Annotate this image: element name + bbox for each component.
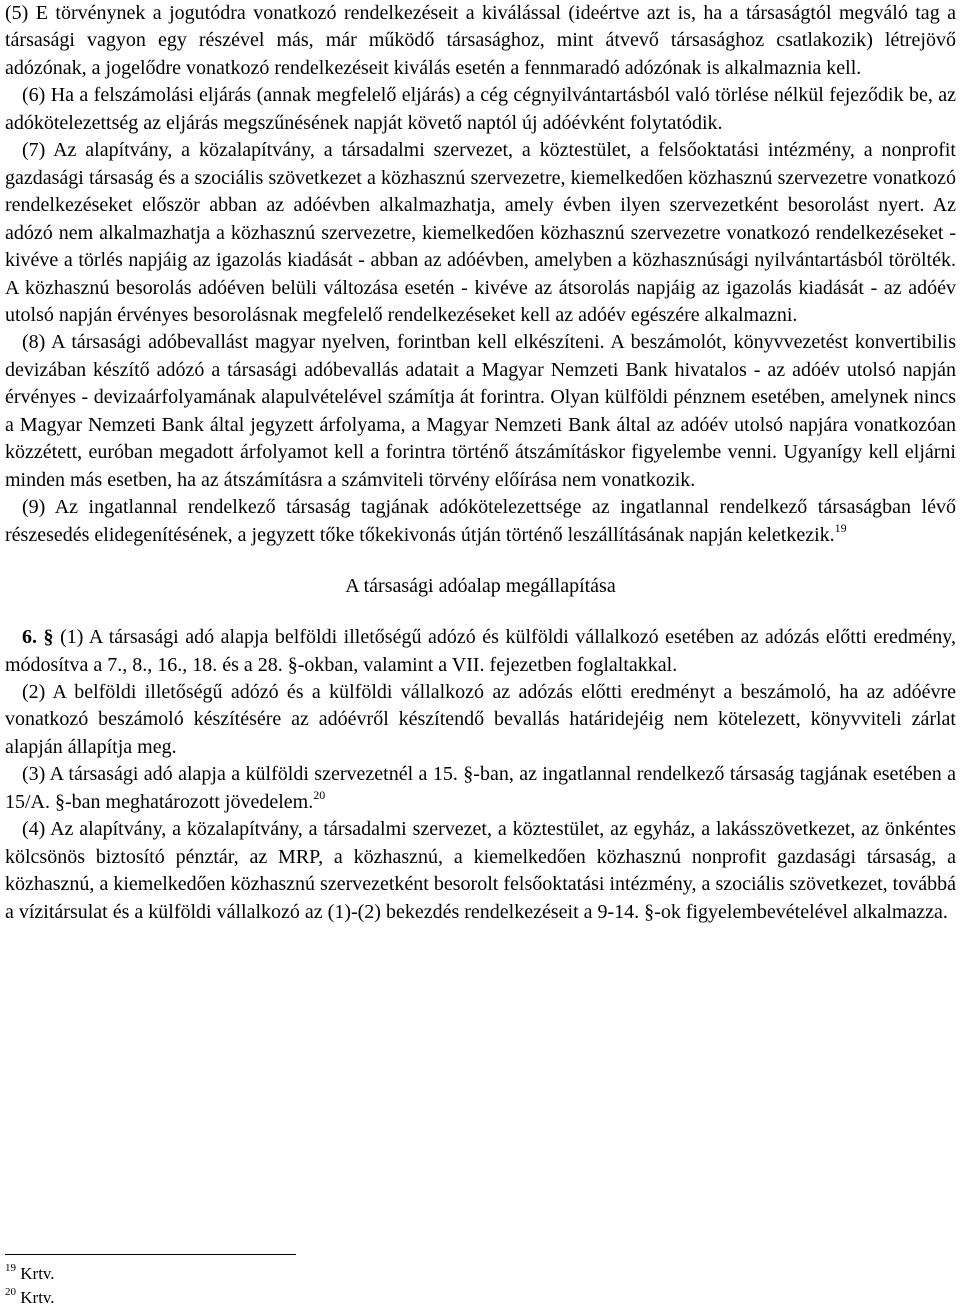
section-6-paragraph-1 — [5, 624, 956, 679]
s6-p4-tail: -ok figyelembevételével alkalmazza. — [654, 900, 948, 923]
section-symbol: § — [43, 626, 54, 649]
paragraph-6: (6) Ha a felszámolási eljárás (annak megfelelő eljárás) a cég cégnyilvántartásból való törlése nélkül fejeződik be, az adókötelezettség az eljárás megszűnésének napját követő naptól új adóévként folytatódik. — [5, 84, 956, 134]
s6-p4-symbol: § — [644, 900, 655, 923]
s6-p4-text: (4) Az alapítvány, a közalapítvány, a társadalmi szervezet, a köztestület, az egyház, a lakásszövetkezet, az önkéntes kölcsönös biztosító pénztár, az MRP, a közhasznú, a kiemelkedően közhasznú nonprofit gazdasági társaság, a közhasznú, a kiemelkedően közhasznú szervezetként besorolt felsőoktatási intézmény, a szociális szövetkezet, továbbá a vízitársulat és a külföldi vállalkozó az (1)-(2) bekezdés rendelkezéseit a 9-14. — [5, 818, 956, 923]
s6-p3-symbol-1: § — [463, 763, 474, 786]
s6-p1-symbol: § — [287, 653, 298, 676]
footnote-text: Krtv. — [20, 1288, 55, 1307]
s6-p1-text: (1) A társasági adó alapja belföldi illetőségű adózó és külföldi vállalkozó esetében az adózás előtti eredmény, módosítva a 7., 8., 16., 18. és a 28. — [5, 626, 957, 676]
paragraph-9-text: (9) Az ingatlannal rendelkező társaság tagjának adókötelezettsége az ingatlannal rendelkező társaságban lévő részesedés elidegenítésének, a jegyzett tőke tőkekivonás útján történő leszállításának napján keletkezik. — [5, 496, 956, 546]
paragraph-7: (7) Az alapítvány, a közalapítvány, a társadalmi szervezet, a köztestület, a felsőoktatási intézmény, a nonprofit gazdasági társaság és a szociális szövetkezet a közhasznú szervezetre, kiemelkedően közhasznú szervezetre vonatkozó rendelkezéseket először abban az adóévben alkalmazhatja, amely évben ilyen szervezetként besorolást nyert. Az adózó nem alkalmazhatja a közhasznú szervezetre, kiemelkedően közhasznú szervezetre vonatkozó rendelkezéseket - kivéve a törlés napjáig az igazolás kiadását - abban az adóévben, amelyben a közhasznúsági nyilvántartásból törölték. A közhasznú besorolás adóéven belüli változása esetén - kivéve az átsorolás napjáig az igazolás kiadását - az adóév utolsó napján érvényes besorolásnak megfelelő rendelkezéseket kell az adóév egészére alkalmazni. — [5, 139, 956, 326]
footnotes — [5, 1262, 55, 1310]
paragraph-9 — [5, 494, 956, 549]
paragraph-5: (5) E törvénynek a jogutódra vonatkozó rendelkezéseit a kiválással (ideértve azt is, ha a társaságtól megváló tag a társasági vagyon egy részével más, már működő társasághoz, mint átvevő társasághoz csatlakozik) létrejövő adózónak, a jogelődre vonatkozó rendelkezéseit kiválás esetén a fennmaradó adózónak is alkalmaznia kell. — [5, 2, 956, 79]
section-6-paragraph-4 — [5, 816, 956, 926]
footnote-19 — [5, 1262, 55, 1286]
section-number: 6. — [22, 626, 37, 649]
s6-p3-text: (3) A társasági adó alapja a külföldi szervezetnél a 15. — [22, 763, 464, 786]
footnote-divider — [5, 1254, 296, 1255]
s6-p3-mid: -ban, az ingatlannal rendelkező társaság tagjának esetében a 15/A. — [5, 763, 956, 813]
s6-p3-symbol-2: § — [55, 790, 65, 813]
footnote-ref-19[interactable]: 19 — [834, 520, 847, 535]
footnote-20 — [5, 1286, 55, 1310]
section-6-paragraph-2: (2) A belföldi illetőségű adózó és a külföldi vállalkozó az adózás előtti eredményt a beszámoló, ha az adóévre vonatkozó beszámoló készítésére az adóévről készítendő bevallás határidejéig nem kötelezett, könyvviteli zárlat alapján állapítja meg. — [5, 680, 956, 758]
footnote-ref-20[interactable]: 20 — [313, 788, 326, 803]
footnote-text: Krtv. — [20, 1264, 55, 1283]
paragraph-8: (8) A társasági adóbevallást magyar nyelven, forintban kell elkészíteni. A beszámolót, könyvvezetést konvertibilis devizában készítő adózó a társasági adóbevallás adatait a Magyar Nemzeti Bank hivatalos - az adóév utolsó napján érvényes - devizaárfolyamának alapulvételével számítja át forintra. Olyan külföldi pénznem esetében, amelynek nincs a Magyar Nemzeti Bank által jegyzett árfolyama, a Magyar Nemzeti Bank által az adóév utolsó napjára vonatkozóan közzétett, euróban megadott árfolyamot kell a forintra történő átszámításkor figyelembe venni. Ugyanígy kell eljárni minden más esetben, ha az átszámításra a számviteli törvény előírása nem vonatkozik. — [5, 331, 956, 491]
s6-p3-tail: -ban meghatározott jövedelem. — [65, 790, 314, 813]
footnote-number: 19 — [5, 1262, 16, 1275]
section-heading: A társasági adóalap megállapítása — [345, 575, 616, 598]
section-6-paragraph-3 — [5, 761, 956, 816]
footnote-number: 20 — [5, 1286, 16, 1299]
s6-p1-tail: -okban, valamint a VII. fejezetben foglaltakkal. — [297, 653, 678, 676]
